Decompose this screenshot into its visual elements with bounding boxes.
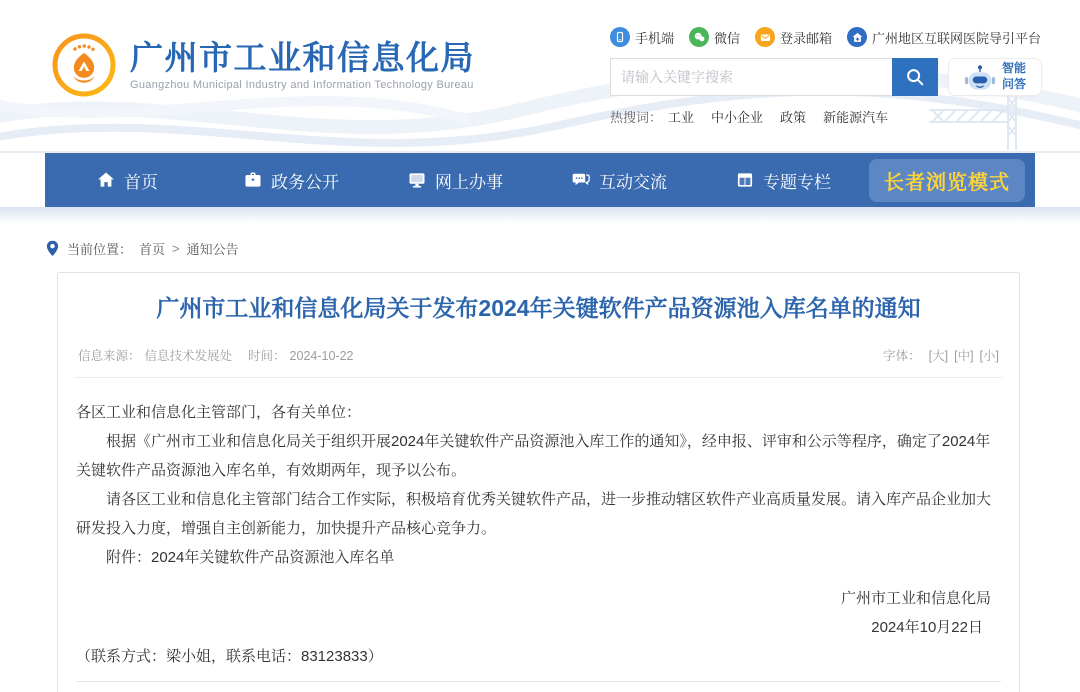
nav-item-online-services[interactable] — [373, 168, 537, 193]
nav-fade-gradient — [0, 207, 1080, 223]
quick-link-mail[interactable] — [755, 27, 832, 47]
breadcrumb-home[interactable]: 首页 — [139, 242, 166, 257]
header-right — [610, 27, 1042, 126]
quick-link-mobile[interactable] — [610, 27, 674, 47]
quick-links — [610, 27, 1042, 47]
search-input[interactable] — [610, 58, 892, 96]
nav-item-special-topics[interactable] — [701, 168, 865, 193]
hot-search — [610, 107, 1042, 126]
signature-org: 广州市工业和信息化局 — [840, 589, 991, 607]
monitor-icon — [407, 170, 427, 190]
hot-search-item[interactable]: 新能源汽车 — [823, 110, 889, 125]
signature-date: 2024年10月22日 — [871, 618, 983, 636]
hot-search-item[interactable]: 政策 — [780, 110, 807, 125]
article-paragraph-2: 请各区工业和信息化主管部门结合工作实际，积极培育优秀关键软件产品，进一步推动辖区软件产业高质量发展。请入库产品企业加大研发投入力度，增强自主创新能力，加快提升产品核心竞争力。 — [76, 490, 992, 537]
attachment-line: 附件：2024年关键软件产品资源池入库名单 — [106, 548, 395, 566]
article-salutation: 各区工业和信息化主管部门，各有关单位： — [76, 403, 362, 421]
quick-link-label: 广州地区互联网医院导引平台 — [872, 30, 1042, 46]
breadcrumb — [45, 239, 1080, 258]
meta-time-value: 2024-10-22 — [289, 348, 354, 363]
quick-link-label: 登录邮箱 — [780, 30, 833, 46]
quick-link-wechat[interactable] — [689, 27, 740, 47]
site-logo[interactable] — [52, 33, 475, 97]
main-nav — [45, 153, 1035, 207]
breadcrumb-label: 当前位置： — [67, 242, 133, 257]
quick-link-label: 微信 — [714, 30, 741, 46]
site-header — [0, 0, 1080, 151]
bureau-emblem-icon — [52, 33, 116, 97]
smart-qa-label: 智能 问答 — [1001, 61, 1026, 91]
wechat-icon — [689, 27, 709, 47]
meta-source-label: 信息来源： — [78, 348, 141, 363]
hospital-icon — [847, 27, 867, 47]
quick-link-hospital[interactable] — [847, 27, 1041, 47]
chat-icon — [571, 170, 591, 190]
elder-mode-button[interactable]: 长者浏览模式 — [869, 159, 1025, 202]
article-paragraph-1: 根据《广州市工业和信息化局关于组织开展2024年关键软件产品资源池入库工作的通知》，经申报、评审和公示等程序，确定了2024年关键软件产品资源池入库名单，有效期两年，现予以公布。 — [76, 432, 991, 479]
mail-icon — [755, 27, 775, 47]
home-icon — [96, 170, 116, 190]
article-meta-row — [74, 346, 1003, 378]
smart-qa-button[interactable] — [948, 58, 1042, 96]
nav-item-home[interactable] — [45, 168, 209, 193]
meta-source-value: 信息技术发展处 — [144, 348, 233, 363]
bottom-divider — [76, 681, 1001, 682]
article-meta — [78, 346, 358, 364]
search-icon — [904, 66, 926, 88]
font-size-small-button[interactable]: [小] — [979, 348, 999, 363]
contact-line: （联系方式：梁小姐，联系电话：83123833） — [76, 647, 383, 665]
breadcrumb-separator: > — [172, 241, 180, 256]
nav-item-label: 互动交流 — [599, 172, 667, 192]
site-title: 广州市工业和信息化局 — [130, 38, 475, 76]
location-pin-icon — [45, 239, 60, 258]
signature-block — [76, 584, 1001, 642]
font-size-large-button[interactable]: [大] — [928, 348, 949, 363]
nav-item-label: 首页 — [124, 172, 158, 192]
hot-search-item[interactable]: 中小企业 — [711, 110, 764, 125]
site-subtitle: Guangzhou Municipal Industry and Information Technology Bureau — [130, 79, 474, 92]
nav-item-label: 网上办事 — [435, 172, 503, 192]
site-logo-text — [130, 39, 475, 92]
mobile-icon — [610, 27, 630, 47]
article-body — [74, 398, 1003, 682]
hot-search-label: 热搜词： — [610, 110, 663, 125]
search-button[interactable] — [892, 58, 938, 96]
article-container — [57, 272, 1020, 692]
robot-icon — [964, 64, 996, 91]
meta-time-label: 时间： — [248, 348, 286, 363]
breadcrumb-notices[interactable]: 通知公告 — [186, 242, 239, 257]
font-size-controls — [883, 346, 999, 364]
article-title: 广州市工业和信息化局关于发布2024年关键软件产品资源池入库名单的通知 — [156, 295, 921, 321]
nav-item-label: 政务公开 — [271, 172, 339, 192]
quick-link-label: 手机端 — [635, 30, 675, 46]
nav-item-interaction[interactable] — [537, 168, 701, 193]
hot-search-item[interactable]: 工业 — [668, 110, 695, 125]
font-size-label: 字体： — [883, 348, 921, 363]
window-icon — [735, 170, 755, 190]
nav-item-gov-info[interactable] — [209, 168, 373, 193]
briefcase-icon — [243, 170, 263, 190]
nav-item-label: 专题专栏 — [763, 172, 831, 192]
search-bar — [610, 58, 1042, 96]
font-size-medium-button[interactable]: [中] — [954, 348, 974, 363]
